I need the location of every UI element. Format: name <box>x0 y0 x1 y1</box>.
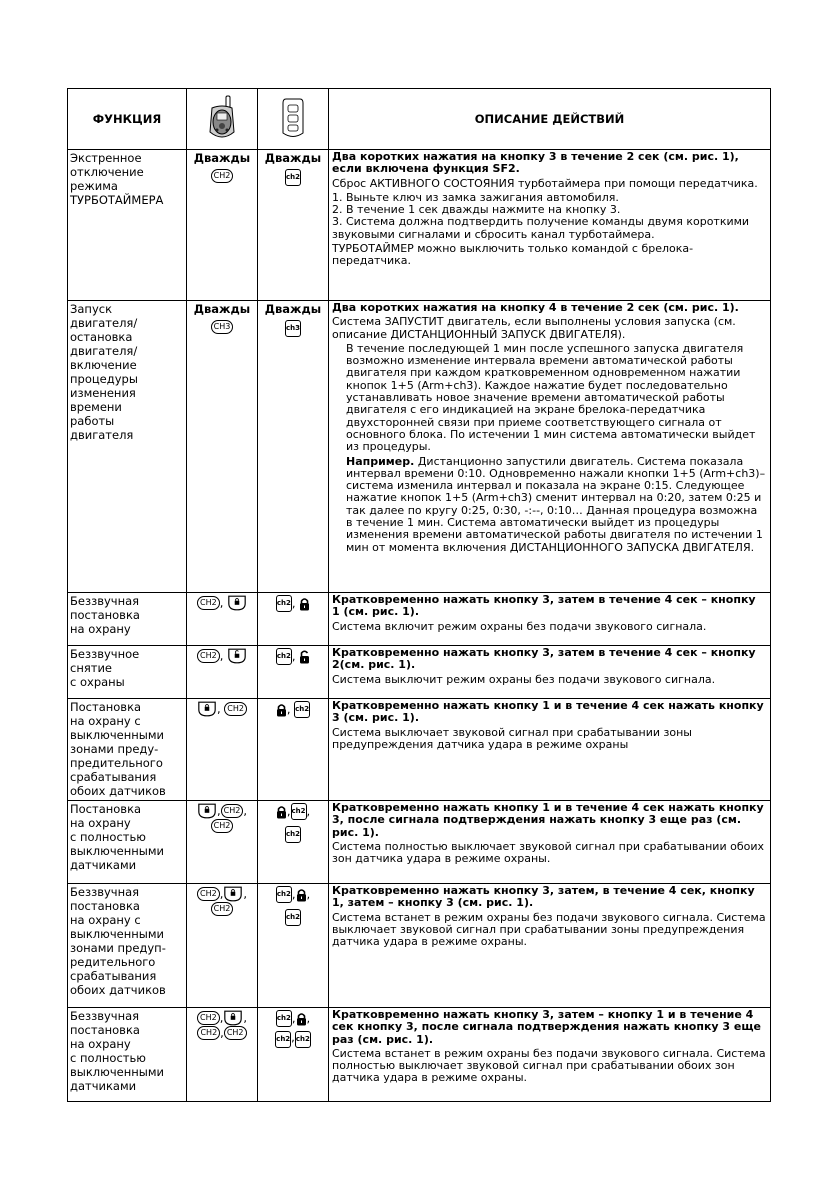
desc-main: Кратковременно нажать кнопку 3, затем, в течение 4 сек, кнопку 1, затем – кнопку 3 (см. рис. 1). <box>332 884 755 910</box>
function-cell: Беззвучная постановка на охрану с полностью выключенными датчиками <box>68 1008 187 1102</box>
desc-text: ТУРБОТАЙМЕР можно выключить только командой с брелока-передатчика. <box>332 242 694 268</box>
description-cell <box>329 646 771 699</box>
remote2-cell <box>258 150 329 301</box>
function-cell: Экстренное отключение режима ТУРБОТАЙМЕРА <box>68 150 187 301</box>
remote2-cell: ch2, , ch2 <box>258 884 329 1008</box>
remote2-cell: ch2, <box>258 646 329 699</box>
padlock-icon <box>296 888 307 902</box>
table-row <box>68 1008 771 1102</box>
example-text: Дистанционно запустили двигатель. Система показала интервал времени 0:10. Одновременно нажали кнопки 1+5 (Arm+ch3)– система изменила интервал и показала на экране 0:15. Следующее нажатие кнопок 1+5 (Arm+ch3) сменит интервал на 0:20, затем 0:25 и так далее по кругу 0:25, 0:30, -:--, 0:10… Данная процедура возможна в течение 1 мин. Система автоматически выйдет из процедуры изменения времени автоматической работы двигателя по истечении 1 мин от момента включения ДИСТАНЦИОННОГО ЗАПУСКА ДВИГАТЕЛЯ. <box>346 454 766 554</box>
desc-text: Система включит режим охраны без подачи звукового сигнала. <box>332 619 707 633</box>
desc-text: В течение последующей 1 мин после успешного запуска двигателя возможно изменение интервала времени автоматической работы двигателя при каждом кратковременном одновременном нажатии кнопок 1+5 (Arm+ch3). Каждое нажатие будет последовательно устанавливать новое значение времени автоматической работы двигателя с его индикацией на экране брелока-передатчика двухсторонней связи при приеме соответствующего сигнала от основного блока. По истечении 1 мин система автоматически выйдет из процедуры. <box>346 341 756 454</box>
table-row <box>68 593 771 646</box>
ch2-square-icon: ch2 <box>295 1031 311 1048</box>
remote2-cell <box>258 301 329 593</box>
desc-main: Кратковременно нажать кнопку 1 и в течение 4 сек нажать кнопку 3 (см. рис. 1). <box>332 699 764 725</box>
ch2-button-icon: CH2 <box>197 649 220 663</box>
desc-step: 3. Система должна подтвердить получение команды двумя короткими звуковыми сигналами и сбросить канал турботаймера. <box>332 215 750 241</box>
unlock-key-icon <box>227 648 247 664</box>
header-function: ФУНКЦИЯ <box>68 89 187 150</box>
table-row <box>68 301 771 593</box>
table-row <box>68 884 771 1008</box>
desc-main: Кратковременно нажать кнопку 3, затем в течение 4 сек – кнопку 2(см. рис. 1). <box>332 646 756 672</box>
header-remote1 <box>187 89 258 150</box>
table-row <box>68 801 771 884</box>
ch2-square-icon: ch2 <box>291 803 307 820</box>
padlock-icon <box>276 703 287 717</box>
desc-text: Система выключает звуковой сигнал при срабатывании зоны предупреждения датчика удара в режиме охраны <box>332 725 692 751</box>
twice-label: Дважды <box>264 151 322 165</box>
lock-key-icon <box>227 595 247 611</box>
function-cell: Запуск двигателя/ остановка двигателя/ включение процедуры изменения времени работы двигателя <box>68 301 187 593</box>
ch2-square-icon: ch2 <box>275 1031 291 1048</box>
description-cell <box>329 150 771 301</box>
twice-label: Дважды <box>193 302 251 316</box>
remote2-cell: , ch2 <box>258 699 329 801</box>
ch2-button-icon: CH2 <box>197 887 220 901</box>
desc-main: Кратковременно нажать кнопку 3, затем – кнопку 1 и в течение 4 сек кнопку 3, после сигнала подтверждения нажать кнопку 3 еще раз (см. рис. 1). <box>332 1008 761 1046</box>
desc-main: Кратковременно нажать кнопку 1 и в течение 4 сек нажать кнопку 3, после сигнала подтверждения нажать кнопку 3 еще раз (см. рис. 1). <box>332 801 764 839</box>
table-row <box>68 150 771 301</box>
remote1-cell: , CH2 <box>187 699 258 801</box>
padlock-open-icon <box>299 650 310 664</box>
remote1-cell: CH2 , , CH2 , CH2 <box>187 1008 258 1102</box>
function-cell: Постановка на охрану с полностью выключенными датчиками <box>68 801 187 884</box>
function-cell: Беззвучная постановка на охрану <box>68 593 187 646</box>
remote2-cell: ch2, , ch2,ch2 <box>258 1008 329 1102</box>
remote1-cell: , CH2 , CH2 <box>187 801 258 884</box>
ch2-square-icon: ch2 <box>285 909 301 926</box>
twice-label: Дважды <box>264 302 322 316</box>
table-row <box>68 646 771 699</box>
functions-table <box>67 88 771 1102</box>
ch2-button-icon: CH2 <box>197 1026 220 1040</box>
desc-text: Система ЗАПУСТИТ двигатель, если выполнены условия запуска (см. описание ДИСТАНЦИОННЫЙ ЗАПУСК ДВИГАТЕЛЯ). <box>332 315 736 341</box>
ch2-button-icon: CH2 <box>224 702 247 716</box>
description-cell <box>329 801 771 884</box>
description-cell <box>329 699 771 801</box>
remote1-cell <box>187 301 258 593</box>
remote1-cell: CH2 , <box>187 593 258 646</box>
function-cell: Беззвучное снятие с охраны <box>68 646 187 699</box>
desc-text: Сброс АКТИВНОГО СОСТОЯНИЯ турботаймера при помощи передатчика. <box>332 176 758 190</box>
desc-text: Система встанет в режим охраны без подачи звукового сигнала. Система выключает звуковой сигнал при срабатывании зоны предупреждения датчика удара в режиме охраны. <box>332 910 766 949</box>
table-row <box>68 699 771 801</box>
function-cell: Беззвучная постановка на охрану с выключенными зонами предуп- редительного срабатывания обоих датчиков <box>68 884 187 1008</box>
twice-label: Дважды <box>193 151 251 165</box>
desc-step: 2. В течение 1 сек дважды нажмите на кнопку 3. <box>332 203 621 217</box>
table-header-row <box>68 89 771 150</box>
lock-key-icon <box>223 1010 243 1026</box>
ch3-button-icon: CH3 <box>211 320 234 334</box>
ch2-square-icon: ch2 <box>276 595 292 612</box>
desc-text: Система полностью выключает звуковой сигнал при срабатывании обоих зон датчика удара в режиме охраны. <box>332 839 765 866</box>
header-description: ОПИСАНИЕ ДЕЙСТВИЙ <box>329 89 771 150</box>
remote1-cell <box>187 150 258 301</box>
ch2-button-icon: CH2 <box>221 804 244 818</box>
remote1-cell: CH2 , , CH2 <box>187 884 258 1008</box>
padlock-icon <box>296 1012 307 1026</box>
description-cell <box>329 884 771 1008</box>
function-cell: Постановка на охрану с выключенными зонами преду- предительного срабатывания обоих датчиков <box>68 699 187 801</box>
ch2-square-icon: ch2 <box>276 648 292 665</box>
padlock-icon <box>299 597 310 611</box>
ch2-button-icon: CH2 <box>197 1011 220 1025</box>
description-cell <box>329 1008 771 1102</box>
ch2-square-icon: ch2 <box>294 701 310 718</box>
lock-key-icon <box>223 886 243 902</box>
example-label: Например. <box>346 454 415 468</box>
two-way-pager-remote-icon <box>207 94 237 142</box>
remote2-cell: ch2, <box>258 593 329 646</box>
ch3-square-icon: ch3 <box>285 320 301 337</box>
desc-text: Система встанет в режим охраны без подачи звукового сигнала. Система полностью выключает звуковой сигнал при срабатывании обоих зон датчика удара в режиме охраны. <box>332 1046 766 1085</box>
desc-main: Два коротких нажатия на кнопку 3 в течение 2 сек (см. рис. 1), если включена функция SF2. <box>332 150 739 176</box>
ch2-button-icon: CH2 <box>197 596 220 610</box>
lock-key-icon <box>197 803 217 819</box>
ch2-button-icon: CH2 <box>224 1026 247 1040</box>
ch2-button-icon: CH2 <box>211 819 234 833</box>
ch2-square-icon: ch2 <box>276 886 292 903</box>
one-way-remote-icon <box>280 96 306 140</box>
header-remote2 <box>258 89 329 150</box>
ch2-button-icon: CH2 <box>211 169 234 183</box>
ch2-square-icon: ch2 <box>276 1010 292 1027</box>
ch2-square-icon: ch2 <box>285 169 301 186</box>
desc-text: Система выключит режим охраны без подачи звукового сигнала. <box>332 672 716 686</box>
desc-example <box>332 456 767 554</box>
remote1-cell: CH2 , <box>187 646 258 699</box>
lock-key-icon <box>197 701 217 717</box>
padlock-icon <box>276 805 287 819</box>
desc-main: Кратковременно нажать кнопку 3, затем в течение 4 сек – кнопку 1 (см. рис. 1). <box>332 593 756 619</box>
remote2-cell: ,ch2, ch2 <box>258 801 329 884</box>
desc-step: 1. Выньте ключ из замка зажигания автомобиля. <box>332 190 619 204</box>
ch2-square-icon: ch2 <box>285 826 301 843</box>
desc-main: Два коротких нажатия на кнопку 4 в течение 2 сек (см. рис. 1). <box>332 301 739 314</box>
description-cell <box>329 593 771 646</box>
description-cell <box>329 301 771 593</box>
ch2-button-icon: CH2 <box>211 902 234 916</box>
